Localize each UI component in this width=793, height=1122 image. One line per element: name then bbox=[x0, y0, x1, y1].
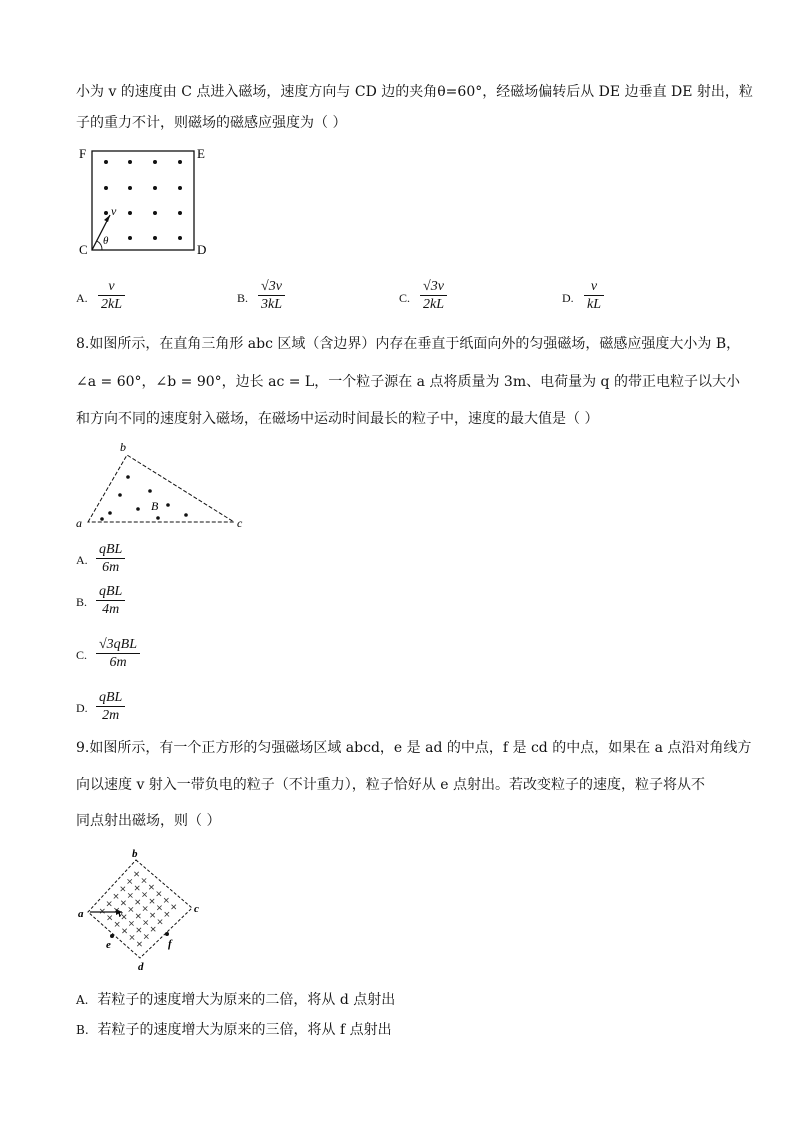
q8-option-b-label: B. bbox=[76, 595, 88, 609]
q7-option-c-num: √3v bbox=[423, 279, 444, 294]
q8-option-d-label: D. bbox=[76, 701, 88, 715]
q7-option-d-num: v bbox=[590, 279, 598, 294]
q8-option-b-num: qBL bbox=[99, 584, 123, 599]
q8-option-d-num: qBL bbox=[99, 690, 123, 705]
q7-option-a-num: v bbox=[108, 279, 115, 294]
q9-text-line3: 同点射出磁场，则（ ） bbox=[76, 813, 221, 829]
q8-text-line2: ∠a = 60°，∠b = 90°，边长 ac = L，一个粒子源在 a 点将质量为 3m、电荷量为 q 的带正电粒子以大小 bbox=[76, 374, 740, 390]
q9-label-b: b bbox=[132, 848, 138, 860]
q7-option-b-label: B. bbox=[237, 291, 249, 305]
q9-text-line1: 9.如图所示，有一个正方形的匀强磁场区域 abcd，e 是 ad 的中点，f 是 cd 的中点，如果在 a 点沿对角线方 bbox=[76, 740, 752, 756]
q7-label-C: C bbox=[79, 242, 88, 257]
q7-option-c-den: 2kL bbox=[423, 297, 444, 312]
q9-option-b-label: B. bbox=[76, 1023, 89, 1037]
q8-triangle-figure bbox=[72, 438, 252, 538]
q7-text-line1: 小为 v 的速度由 C 点进入磁场，速度方向与 CD 边的夹角θ=60°，经磁场偏转后从 DE 边垂直 DE 射出，粒 bbox=[76, 84, 753, 100]
q9-text-line2: 向以速度 v 射入一带负电的粒子（不计重力），粒子恰好从 e 点射出。若改变粒子的速度，粒子将从不 bbox=[76, 777, 705, 793]
q8-text-line1: 8.如图所示，在直角三角形 abc 区域（含边界）内存在垂直于纸面向外的匀强磁场，磁感应强度大小为 B， bbox=[76, 336, 741, 352]
q8-option-d-den: 2m bbox=[102, 708, 120, 723]
q7-option-d-fraction bbox=[584, 278, 604, 313]
q9-option-b-text: 若粒子的速度增大为原来的三倍，将从 f 点射出 bbox=[97, 1022, 392, 1038]
q9-option-a-label: A. bbox=[76, 993, 89, 1007]
q9-label-c: c bbox=[194, 903, 199, 915]
q8-option-b-den: 4m bbox=[102, 602, 120, 617]
q9-label-d: d bbox=[138, 961, 144, 973]
q8-option-a-label: A. bbox=[76, 553, 88, 567]
q8-option-a-den: 6m bbox=[102, 560, 120, 575]
q8-option-c-label: C. bbox=[76, 648, 88, 662]
q7-option-d-den: kL bbox=[587, 297, 601, 312]
q9-label-v: v bbox=[118, 909, 123, 920]
q7-label-D: D bbox=[197, 242, 207, 257]
q7-option-b-den: 3kL bbox=[261, 297, 282, 312]
q8-option-c-den: 6m bbox=[109, 655, 127, 670]
q8-label-b: b bbox=[120, 440, 126, 454]
q7-option-a-fraction bbox=[98, 278, 125, 313]
q8-label-c: c bbox=[237, 516, 243, 530]
q8-option-a-fraction bbox=[96, 541, 125, 576]
q7-field-figure bbox=[70, 140, 220, 260]
q8-option-c-fraction bbox=[96, 636, 140, 671]
q9-label-e: e bbox=[106, 939, 111, 951]
q8-option-c-num: √3qBL bbox=[99, 637, 138, 652]
q8-label-a: a bbox=[76, 516, 82, 530]
q8-option-d-fraction bbox=[96, 689, 125, 724]
q9-label-f: f bbox=[168, 938, 172, 950]
q8-text-line3: 和方向不同的速度射入磁场，在磁场中运动时间最长的粒子中，速度的最大值是（ ） bbox=[76, 411, 599, 427]
q7-option-b-fraction bbox=[258, 278, 285, 313]
q7-option-c-label: C. bbox=[399, 291, 411, 305]
q7-label-F: F bbox=[79, 146, 87, 161]
q9-option-a bbox=[76, 990, 395, 1010]
q9-label-a: a bbox=[78, 908, 84, 920]
q7-option-b-num: √3v bbox=[261, 279, 282, 294]
q7-label-E: E bbox=[197, 146, 205, 161]
q9-option-a-text: 若粒子的速度增大为原来的二倍，将从 d 点射出 bbox=[97, 992, 396, 1008]
q7-label-theta: θ bbox=[103, 235, 109, 247]
q8-option-a-num: qBL bbox=[99, 542, 123, 557]
q7-label-v: v bbox=[111, 204, 117, 218]
q8-label-B: B bbox=[151, 499, 159, 513]
q7-option-d-label: D. bbox=[562, 291, 574, 305]
q7-option-a-label: A. bbox=[76, 291, 88, 305]
q8-option-b-fraction bbox=[96, 583, 125, 618]
q7-option-a-den: 2kL bbox=[101, 297, 122, 312]
q9-option-b bbox=[76, 1020, 392, 1040]
q7-option-c-fraction bbox=[420, 278, 447, 313]
q7-text-line2: 子的重力不计，则磁场的磁感应强度为（ ） bbox=[76, 115, 347, 131]
q9-square-figure bbox=[72, 846, 212, 976]
